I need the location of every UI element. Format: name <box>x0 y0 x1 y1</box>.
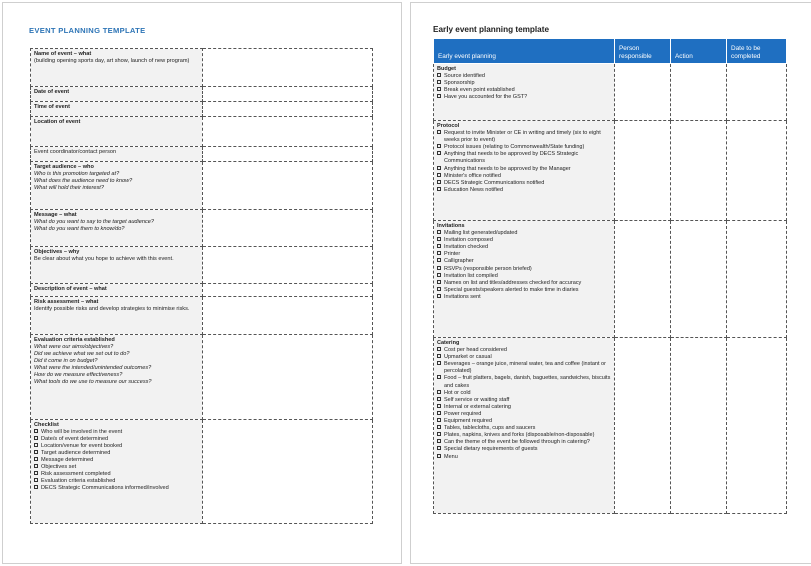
early-planning-table <box>433 38 787 514</box>
date-cell[interactable] <box>727 64 787 121</box>
section-heading: Budget <box>437 66 456 72</box>
field-hint: What does the audience need to know? <box>34 178 133 184</box>
checklist-item-label: Invitation checked <box>444 244 489 251</box>
checklist-item[interactable] <box>437 87 611 94</box>
checklist-item-label: Beverages – orange juice, mineral water, tea and coffee (instant or percolated) <box>444 361 606 375</box>
checkbox-icon[interactable] <box>437 439 441 443</box>
checkbox-icon[interactable] <box>34 457 38 461</box>
form-value-cell[interactable] <box>203 102 373 117</box>
field-heading: Time of event <box>34 104 70 110</box>
header-person-responsible: Person responsible <box>615 39 671 64</box>
checklist-item-label: Invitations sent <box>444 293 481 300</box>
checklist-item[interactable] <box>34 450 199 457</box>
checklist-item-label: Protocol issues (relating to Commonwealth/State funding) <box>444 144 585 151</box>
checklist-item-label: Tables, tablecloths, cups and saucers <box>444 425 536 432</box>
section-cell <box>434 64 615 121</box>
date-cell[interactable] <box>727 338 787 514</box>
form-label-cell <box>31 284 203 297</box>
checklist-item[interactable] <box>437 390 611 397</box>
checklist-item[interactable] <box>437 258 611 265</box>
checklist-item-label: Equipment required <box>444 418 493 425</box>
checkbox-icon[interactable] <box>437 454 441 458</box>
right-page-title: Early event planning template <box>433 25 550 34</box>
checklist-item[interactable] <box>437 237 611 244</box>
form-row <box>31 147 373 162</box>
checklist-item[interactable] <box>437 432 611 439</box>
form-row <box>31 102 373 117</box>
checklist-item-label: Upmarket or casual <box>444 354 492 361</box>
person-responsible-cell[interactable] <box>615 121 671 221</box>
form-row <box>31 297 373 335</box>
plan-section-invitations <box>434 221 787 338</box>
checklist-item-label: Target audience determined <box>41 450 111 456</box>
checkbox-icon[interactable] <box>437 273 441 277</box>
header-action: Action <box>671 39 727 64</box>
checkbox-icon[interactable] <box>437 432 441 436</box>
left-page <box>2 2 402 564</box>
checklist-item-label: Self service or waiting staff <box>444 396 510 403</box>
checklist-item[interactable] <box>437 354 611 361</box>
checklist-item-label: Sponsorship <box>444 80 475 87</box>
field-heading: Risk assessment – what <box>34 299 99 305</box>
event-planning-form <box>30 48 373 524</box>
checklist-item-label: DECS Strategic Communications informed/involved <box>41 485 169 491</box>
action-cell[interactable] <box>671 121 727 221</box>
checklist-item[interactable] <box>437 439 611 446</box>
section-cell <box>434 221 615 338</box>
checklist-item-label: Can the theme of the event be followed through in catering? <box>444 439 590 446</box>
form-label-cell <box>31 117 203 147</box>
checkbox-icon[interactable] <box>437 411 441 415</box>
checklist-item[interactable] <box>34 478 199 485</box>
checklist-item[interactable] <box>437 173 611 180</box>
checklist-item[interactable] <box>437 287 611 294</box>
checklist-item-label: Plates, napkins, knives and forks (disposable/non-disposable) <box>444 432 595 439</box>
form-value-cell[interactable] <box>203 87 373 102</box>
checkbox-icon[interactable] <box>437 390 441 394</box>
form-value-cell[interactable] <box>203 297 373 335</box>
form-value-cell[interactable] <box>203 162 373 210</box>
checklist-item[interactable] <box>437 454 611 461</box>
person-responsible-cell[interactable] <box>615 221 671 338</box>
form-row <box>31 87 373 102</box>
checkbox-icon[interactable] <box>437 144 441 148</box>
checkbox-icon[interactable] <box>34 436 38 440</box>
field-hint: What tools do we use to measure our success? <box>34 379 152 385</box>
action-cell[interactable] <box>671 338 727 514</box>
checklist-item-label: Location/venue for event booked <box>41 443 123 449</box>
field-hint: What were the intended/unintended outcomes? <box>34 365 152 371</box>
checkbox-icon[interactable] <box>437 258 441 262</box>
header-early-event-planning: Early event planning <box>434 39 615 64</box>
field-hint: Did it come in on budget? <box>34 358 98 364</box>
field-heading: Message – what <box>34 212 77 218</box>
checklist-item[interactable] <box>34 429 199 436</box>
checklist-item[interactable] <box>437 280 611 287</box>
person-responsible-cell[interactable] <box>615 338 671 514</box>
checklist-item-label: Special guests/speakers alerted to make time in diaries <box>444 286 579 293</box>
table-header-row <box>434 39 787 64</box>
person-responsible-cell[interactable] <box>615 64 671 121</box>
checklist-item[interactable] <box>437 251 611 258</box>
form-label-cell <box>31 87 203 102</box>
checkbox-icon[interactable] <box>437 347 441 351</box>
checklist-item[interactable] <box>437 404 611 411</box>
checkbox-icon[interactable] <box>34 450 38 454</box>
date-cell[interactable] <box>727 121 787 221</box>
checklist-item[interactable] <box>437 375 611 389</box>
checkbox-icon[interactable] <box>34 443 38 447</box>
checklist-item[interactable] <box>437 347 611 354</box>
checkbox-icon[interactable] <box>34 464 38 468</box>
checkbox-icon[interactable] <box>437 166 441 170</box>
checklist-item[interactable] <box>437 94 611 101</box>
checklist-item-label: RSVPs (responsible person briefed) <box>444 265 532 272</box>
checklist-item-label: Invitation list compiled <box>444 272 498 279</box>
checklist-item-label: Message determined <box>41 457 94 463</box>
checkbox-icon[interactable] <box>437 173 441 177</box>
field-heading: Objectives – why <box>34 249 80 255</box>
checklist-item[interactable] <box>437 294 611 301</box>
checkbox-icon[interactable] <box>437 404 441 408</box>
field-hint: Be clear about what you hope to achieve with this event. <box>34 256 174 262</box>
checkbox-icon[interactable] <box>437 87 441 91</box>
checkbox-icon[interactable] <box>437 287 441 291</box>
field-hint: What were our aims/objectives? <box>34 344 114 350</box>
checkbox-icon[interactable] <box>437 187 441 191</box>
checklist-item[interactable] <box>437 266 611 273</box>
checkbox-icon[interactable] <box>437 94 441 98</box>
form-value-cell[interactable] <box>203 117 373 147</box>
checklist-item-label: Mailing list generated/updated <box>444 230 518 237</box>
form-label-cell <box>31 49 203 87</box>
checklist-item[interactable] <box>437 446 611 453</box>
checklist-item[interactable] <box>34 485 199 492</box>
checkbox-icon[interactable] <box>437 354 441 358</box>
checkbox-icon[interactable] <box>437 418 441 422</box>
form-label-cell <box>31 162 203 210</box>
field-hint: Did we achieve what we set out to do? <box>34 351 130 357</box>
checklist-item[interactable] <box>34 457 199 464</box>
checkbox-icon[interactable] <box>437 446 441 450</box>
right-page <box>410 2 811 564</box>
checklist-item[interactable] <box>34 464 199 471</box>
checklist-item-label: Objectives set <box>41 464 77 470</box>
checklist-item-label: Risk assessment completed <box>41 471 111 477</box>
plan-section-budget <box>434 64 787 121</box>
checkbox-icon[interactable] <box>34 471 38 475</box>
section-heading: Invitations <box>437 223 465 229</box>
checklist-item[interactable] <box>437 187 611 194</box>
checklist-item-label: Printer <box>444 251 461 258</box>
field-hint: How do we measure effectiveness? <box>34 372 123 378</box>
checklist-item-label: Food – fruit platters, bagels, danish, baguettes, sandwiches, biscuits and cakes <box>444 375 611 389</box>
checklist-heading: Checklist <box>34 422 59 428</box>
checklist-item[interactable] <box>34 471 199 478</box>
checklist-item-label: Have you accounted for the GST? <box>444 94 528 101</box>
checklist-item[interactable] <box>437 180 611 187</box>
field-hint: What will hold their interest? <box>34 185 104 191</box>
field-hint: Identify possible risks and develop strategies to minimise risks. <box>34 306 190 312</box>
checkbox-icon[interactable] <box>34 478 38 482</box>
checkbox-icon[interactable] <box>437 425 441 429</box>
checklist-item-label: Minister's office notified <box>444 172 501 179</box>
form-row <box>31 247 373 284</box>
checkbox-icon[interactable] <box>437 80 441 84</box>
field-heading: Target audience – who <box>34 164 94 170</box>
checkbox-icon[interactable] <box>437 230 441 234</box>
action-cell[interactable] <box>671 64 727 121</box>
checkbox-icon[interactable] <box>437 266 441 270</box>
form-row <box>31 49 373 87</box>
form-label-cell <box>31 210 203 247</box>
checklist-item-label: Cost per head considered <box>444 347 507 354</box>
checklist-item[interactable] <box>437 418 611 425</box>
checkbox-icon[interactable] <box>437 180 441 184</box>
checklist-item-label: Power required <box>444 410 482 417</box>
field-hint: What do you want to say to the target audience? <box>34 219 155 225</box>
section-heading: Protocol <box>437 123 460 129</box>
form-row <box>31 284 373 297</box>
form-value-cell[interactable] <box>203 284 373 297</box>
checklist-item-label: Menu <box>444 453 458 460</box>
checklist-item-label: Calligrapher <box>444 258 474 265</box>
date-cell[interactable] <box>727 221 787 338</box>
field-heading: Date of event <box>34 89 70 95</box>
checklist-item[interactable] <box>437 144 611 151</box>
field-hint: Event coordinator/contact person <box>34 149 117 155</box>
checklist-item-label: Internal or external catering <box>444 403 511 410</box>
field-hint: (building opening sports day, art show, launch of new program) <box>34 58 190 64</box>
form-row <box>31 162 373 210</box>
field-hint: Who is this promotion targeted at? <box>34 171 120 177</box>
checkbox-icon[interactable] <box>437 237 441 241</box>
field-heading: Name of event – what <box>34 51 92 57</box>
section-cell <box>434 121 615 221</box>
form-row <box>31 210 373 247</box>
checklist-item[interactable] <box>437 130 611 144</box>
form-row-checklist <box>31 420 373 524</box>
checklist-item[interactable] <box>437 73 611 80</box>
form-label-cell <box>31 102 203 117</box>
checklist-item-label: Anything that needs to be approved by the Manager <box>444 165 571 172</box>
checkbox-icon[interactable] <box>437 244 441 248</box>
checklist-item[interactable] <box>437 397 611 404</box>
form-label-cell <box>31 147 203 162</box>
checklist-item[interactable] <box>437 80 611 87</box>
action-cell[interactable] <box>671 221 727 338</box>
form-value-cell[interactable] <box>203 335 373 420</box>
header-date-to-be-completed: Date to be completed <box>727 39 787 64</box>
checklist-item[interactable] <box>437 244 611 251</box>
checklist-item-label: Break even point established <box>444 87 515 94</box>
checkbox-icon[interactable] <box>437 294 441 298</box>
left-page-title: EVENT PLANNING TEMPLATE <box>29 26 146 35</box>
checklist-item[interactable] <box>437 151 611 165</box>
checklist-item[interactable] <box>34 443 199 450</box>
checkbox-icon[interactable] <box>34 429 38 433</box>
checklist-item[interactable] <box>437 361 611 375</box>
checkbox-icon[interactable] <box>437 375 441 379</box>
checklist-item-label: Education News notified <box>444 186 504 193</box>
checkbox-icon[interactable] <box>34 485 38 489</box>
form-value-cell[interactable] <box>203 420 373 524</box>
checklist-item-label: Source identified <box>444 73 485 80</box>
checklist-item-label: Names on list and titles/addresses checked for accuracy <box>444 279 582 286</box>
plan-section-protocol <box>434 121 787 221</box>
field-hint: What do you want them to know/do? <box>34 226 125 232</box>
checkbox-icon[interactable] <box>437 130 441 134</box>
form-label-cell <box>31 335 203 420</box>
field-heading: Description of event – what <box>34 286 107 292</box>
form-value-cell[interactable] <box>203 210 373 247</box>
checklist-item[interactable] <box>34 436 199 443</box>
form-row <box>31 335 373 420</box>
checkbox-icon[interactable] <box>437 151 441 155</box>
checklist-item-label: Hot or cold <box>444 389 471 396</box>
field-heading: Location of event <box>34 119 81 125</box>
checkbox-icon[interactable] <box>437 251 441 255</box>
form-label-cell <box>31 297 203 335</box>
checklist-item[interactable] <box>437 230 611 237</box>
plan-section-catering <box>434 338 787 514</box>
checkbox-icon[interactable] <box>437 361 441 365</box>
form-label-cell <box>31 247 203 284</box>
checkbox-icon[interactable] <box>437 280 441 284</box>
checklist-item-label: Anything that needs to be approved by DECS Strategic Communications <box>444 151 579 165</box>
checklist-item[interactable] <box>437 166 611 173</box>
checklist-cell <box>31 420 203 524</box>
checkbox-icon[interactable] <box>437 397 441 401</box>
section-cell <box>434 338 615 514</box>
checklist-item[interactable] <box>437 425 611 432</box>
form-value-cell[interactable] <box>203 49 373 87</box>
form-value-cell[interactable] <box>203 247 373 284</box>
checkbox-icon[interactable] <box>437 73 441 77</box>
checklist-item-label: Date/s of event determined <box>41 436 109 442</box>
checklist-item-label: Request to invite Minister or CE in writing and timely (six to eight weeks prior to event) <box>444 130 601 144</box>
checklist-item[interactable] <box>437 411 611 418</box>
field-heading: Evaluation criteria established <box>34 337 115 343</box>
checklist-item-label: Special dietary requirements of guests <box>444 446 538 453</box>
form-row <box>31 117 373 147</box>
checklist-item[interactable] <box>437 273 611 280</box>
checklist-item-label: Evaluation criteria established <box>41 478 116 484</box>
form-value-cell[interactable] <box>203 147 373 162</box>
checklist-item-label: Invitation composed <box>444 237 493 244</box>
checklist-item-label: Who will be involved in the event <box>41 429 123 435</box>
section-heading: Catering <box>437 340 460 346</box>
checklist-item-label: DECS Strategic Communications notified <box>444 179 545 186</box>
